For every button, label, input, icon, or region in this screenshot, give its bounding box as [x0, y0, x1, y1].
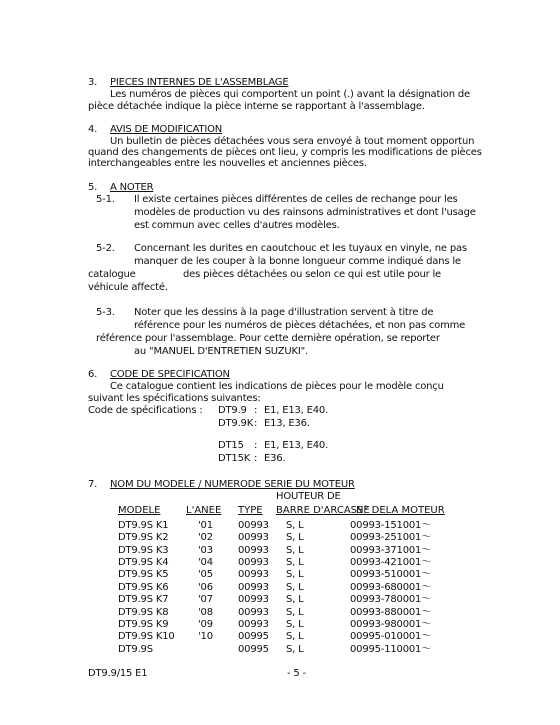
header-year: L'ANEE	[186, 505, 222, 516]
note-5-2-line-3a: catalogue	[88, 269, 136, 280]
row-year: '03	[198, 544, 213, 556]
section-6-title: CODE DE SPECIFICATION	[110, 369, 230, 380]
row-engine-number: 00993-980001～	[350, 618, 431, 630]
row-transom: S, L	[286, 544, 304, 556]
section-3-title: PIECES INTERNES DE L'ASSEMBLAGE	[110, 77, 289, 88]
row-year: '06	[198, 581, 213, 593]
spec-separator: :	[254, 453, 258, 464]
section-6-line-2: suivant les spécifications suivantes:	[88, 393, 261, 404]
section-4-line-1: Un bulletin de pièces détachées vous sera envoyé à tout moment opportun	[110, 136, 475, 147]
spec-model: DT9.9	[218, 405, 247, 416]
row-engine-number: 00993-421001～	[350, 557, 431, 568]
note-5-1-number: 5-1.	[96, 194, 115, 205]
row-year: '07	[198, 594, 213, 606]
header-type: TYPE	[238, 505, 263, 516]
spec-codes: E36.	[264, 453, 286, 464]
row-transom: S, L	[286, 569, 304, 581]
note-5-2-line-3b: des pièces détachées ou selon ce qui est utile pour le	[183, 269, 441, 280]
row-transom: S, L	[286, 594, 304, 606]
spec-model: DT15K	[218, 453, 251, 464]
spec-separator: :	[254, 440, 258, 451]
note-5-3-number: 5-3.	[96, 307, 115, 318]
row-engine-number: 00993-510001～	[350, 569, 431, 581]
row-type: 00993	[238, 618, 269, 630]
row-transom: S, L	[286, 520, 304, 531]
row-year: '05	[198, 569, 213, 581]
row-transom: S, L	[286, 618, 304, 630]
row-year: '04	[198, 557, 213, 568]
row-type: 00993	[238, 594, 269, 606]
spec-model: DT9.9K	[218, 418, 254, 429]
note-5-3-line-2: référence pour les numéros de pièces détachées, et non pas comme	[134, 320, 466, 331]
row-year: '10	[198, 631, 213, 643]
spec-separator: :	[254, 418, 258, 429]
header-transom: BARRE D'ARCASSE	[276, 505, 370, 516]
section-6-number: 6.	[88, 369, 98, 380]
row-engine-number: 00993-151001～	[350, 520, 431, 531]
page-number: - 5 -	[287, 668, 306, 679]
row-type: 00995	[238, 643, 269, 655]
row-year: '02	[198, 532, 213, 544]
row-engine-number: 00993-680001～	[350, 581, 431, 593]
row-model: DT9.9S K7	[118, 594, 169, 606]
row-transom: S, L	[286, 557, 304, 568]
note-5-2-line-1: Concernant les durites en caoutchouc et les tuyaux en vinyle, ne pas	[134, 243, 467, 254]
row-type: 00993	[238, 544, 269, 556]
note-5-1-line-2: modèles de production vu des rainsons administratives et dont l'usage	[134, 207, 476, 218]
row-type: 00993	[238, 532, 269, 544]
row-transom: S, L	[286, 581, 304, 593]
row-type: 00993	[238, 557, 269, 568]
row-transom: S, L	[286, 631, 304, 643]
note-5-1-line-1: Il existe certaines pièces différentes de celles de rechange pour les	[134, 194, 458, 205]
row-year: '01	[198, 520, 213, 531]
row-transom: S, L	[286, 643, 304, 655]
note-5-2-line-2: manquer de les couper à la bonne longueur comme indiqué dans le	[134, 256, 461, 267]
row-type: 00993	[238, 581, 269, 593]
note-5-3-line-3: référence pour l'assemblage. Pour cette dernière opération, se reporter	[96, 333, 440, 344]
row-model: DT9.9S K10	[118, 631, 175, 643]
header-engine-number: N° DELA MOTEUR	[356, 505, 445, 516]
table-header-top: HOUTEUR DE	[276, 491, 341, 502]
row-model: DT9.9S K5	[118, 569, 169, 581]
section-4-line-2: quand des changements de pièces ont lieu, y compris les modifications de pièces	[88, 147, 482, 158]
note-5-3-line-1: Noter que les dessins à la page d'illustration servent à titre de	[134, 307, 434, 318]
section-7-number: 7.	[88, 479, 98, 490]
row-type: 00995	[238, 631, 269, 643]
row-type: 00993	[238, 520, 269, 531]
row-model: DT9.9S K3	[118, 544, 169, 556]
row-engine-number: 00993-371001～	[350, 544, 431, 556]
section-5-number: 5.	[88, 182, 98, 193]
row-year: '09	[198, 618, 213, 630]
row-type: 00993	[238, 569, 269, 581]
section-3-line-1: Les numéros de pièces qui comportent un point (.) avant la désignation de	[110, 89, 470, 100]
note-5-3-line-4: au "MANUEL D'ENTRETIEN SUZUKI".	[134, 346, 308, 357]
row-engine-number: 00993-251001～	[350, 532, 431, 544]
note-5-1-line-3: est commun avec celles d'autres modèles.	[134, 220, 340, 231]
row-transom: S, L	[286, 532, 304, 544]
row-model: DT9.9S K4	[118, 557, 169, 568]
row-transom: S, L	[286, 606, 304, 618]
row-model: DT9.9S K2	[118, 532, 169, 544]
row-model: DT9.9S K6	[118, 581, 169, 593]
section-3-line-2: pièce détachée indique la pièce interne se rapportant à l'assemblage.	[88, 101, 425, 112]
section-3-number: 3.	[88, 77, 98, 88]
section-4-number: 4.	[88, 124, 98, 135]
row-engine-number: 00995-010001～	[350, 631, 431, 643]
row-model: DT9.9S	[118, 643, 153, 655]
section-7-title: NOM DU MODELE / NUMERODE SERIE DU MOTEUR	[110, 479, 355, 490]
row-engine-number: 00993-780001～	[350, 594, 431, 606]
row-year: '08	[198, 606, 213, 618]
row-model: DT9.9S K9	[118, 618, 169, 630]
row-type: 00993	[238, 606, 269, 618]
section-5-title: A NOTER	[110, 182, 154, 193]
note-5-2-line-4: véhicule affecté.	[88, 282, 168, 293]
row-engine-number: 00993-880001～	[350, 606, 431, 618]
spec-model: DT15	[218, 440, 244, 451]
row-model: DT9.9S K1	[118, 520, 169, 531]
row-engine-number: 00995-110001～	[350, 643, 431, 655]
spec-separator: :	[254, 405, 258, 416]
footer-model: DT9.9/15 E1	[88, 668, 148, 679]
section-4-line-3: interchangeables entre les nouvelles et anciennes pièces.	[88, 158, 367, 169]
row-model: DT9.9S K8	[118, 606, 169, 618]
section-4-title: AVIS DE MODIFICATION	[110, 124, 223, 135]
section-6-line-1: Ce catalogue contient les indications de pièces pour le modèle conçu	[110, 381, 444, 392]
spec-code-label: Code de spécifications :	[88, 405, 203, 416]
spec-codes: E13, E36.	[264, 418, 310, 429]
spec-codes: E1, E13, E40.	[264, 440, 329, 451]
note-5-2-number: 5-2.	[96, 243, 115, 254]
header-model: MODELE	[118, 505, 161, 516]
spec-codes: E1, E13, E40.	[264, 405, 329, 416]
